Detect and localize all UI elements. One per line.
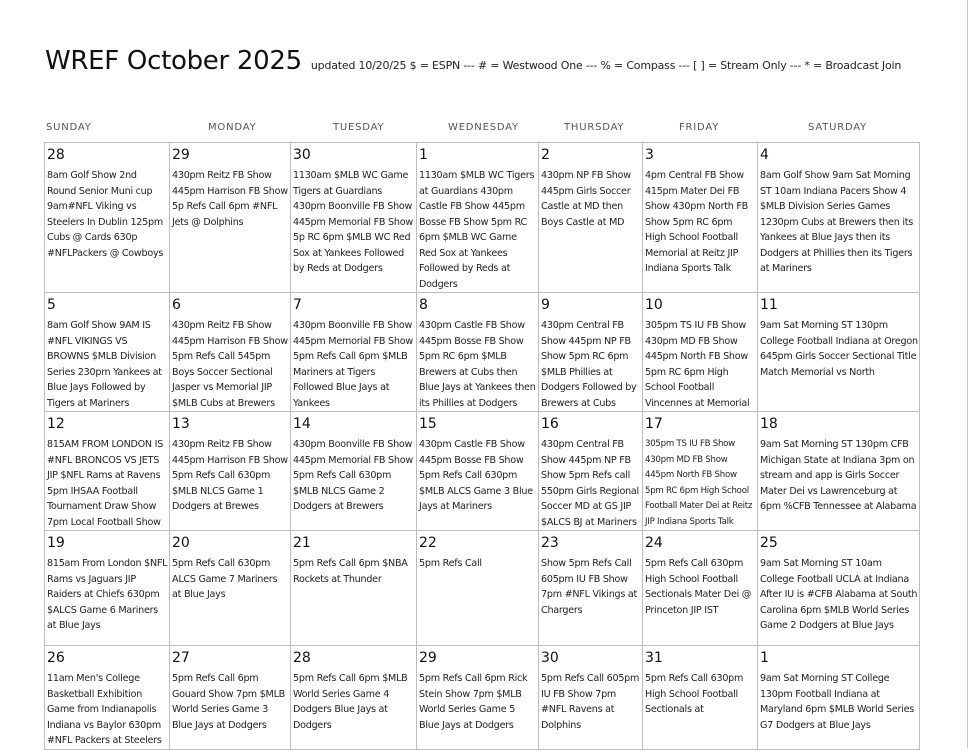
day-events: 430pm Boonville FB Show 445pm Memorial FB Show 5pm Refs Call 630pm $MLB NLCS Game 2 Dodgers at Brewers <box>293 439 413 512</box>
day-number: 17 <box>645 416 663 432</box>
day-cell <box>170 646 291 750</box>
day-events: 1130am $MLB WC Game Tigers at Guardians 430pm Boonville FB Show 445pm Memorial FB Show 5p RC 6pm $MLB WC Red Sox at Yankees Followed by Reds at Dodgers <box>293 170 413 274</box>
day-number: 10 <box>645 297 663 313</box>
day-events: 5pm Refs Call 605pm IU FB Show 7pm #NFL Ravens at Dolphins <box>541 673 640 731</box>
day-number: 3 <box>645 147 654 163</box>
day-number: 29 <box>172 147 190 163</box>
day-events: 430pm NP FB Show 445pm Girls Soccer Castle at MD then Boys Castle at MD <box>541 170 631 228</box>
day-cell <box>45 412 170 531</box>
day-cell <box>758 646 920 750</box>
day-number: 15 <box>419 416 437 432</box>
day-number: 26 <box>47 650 65 666</box>
day-number: 6 <box>172 297 181 313</box>
day-events: 9am Sat Morning ST 130pm CFB Michigan State at Indiana 3pm on stream and app is Girls Soccer Mater Dei vs Lawrenceburg at 6pm %CFB Tennessee at Alabama <box>760 439 917 512</box>
day-number: 28 <box>47 147 65 163</box>
weekday-sunday: SUNDAY <box>46 122 92 133</box>
weekday-monday: MONDAY <box>208 122 257 133</box>
day-events: 815am From London $NFL Rams vs Jaguars JIP Raiders at Chiefs 630pm $ALCS Game 6 Mariners at Blue Jays <box>47 558 168 631</box>
day-events: 430pm Castle FB Show 445pm Bosse FB Show 5pm Refs Call 630pm $MLB ALCS Game 3 Blue Jays at Mariners <box>419 439 533 512</box>
day-cell <box>758 143 920 293</box>
day-number: 8 <box>419 297 428 313</box>
day-number: 21 <box>293 535 311 551</box>
day-cell <box>539 143 643 293</box>
day-number: 23 <box>541 535 559 551</box>
day-cell <box>758 531 920 646</box>
calendar-grid <box>44 142 920 750</box>
day-events: 305pm TS IU FB Show 430pm MD FB Show 445pm North FB Show 5pm RC 6pm High School Football Mater Dei at Reitz JIP Indiana Sports Talk <box>645 439 753 527</box>
day-number: 24 <box>645 535 663 551</box>
network-legend: updated 10/20/25 $ = ESPN --- # = Westwood One --- % = Compass --- [ ] = Stream Only --- * = Broadcast Join <box>310 59 902 72</box>
weekday-thursday: THURSDAY <box>564 122 625 133</box>
day-cell <box>539 531 643 646</box>
day-cell <box>45 531 170 646</box>
day-cell <box>170 531 291 646</box>
day-events: 9am Sat Morning ST College 130pm Football Indiana at Maryland 6pm $MLB World Series G7 Dodgers at Blue Jays <box>760 673 915 731</box>
weekday-saturday: SATURDAY <box>808 122 868 133</box>
day-events: 11am Men's College Basketball Exhibition Game from Indianapolis Indiana vs Baylor 630pm #NFL Packers at Steelers <box>47 673 162 746</box>
day-events: 430pm Reitz FB Show 445pm Harrison FB Show 5p Refs Call 6pm #NFL Jets @ Dolphins <box>172 170 288 228</box>
day-cell <box>45 143 170 293</box>
weekday-tuesday: TUESDAY <box>333 122 385 133</box>
weekday-friday: FRIDAY <box>679 122 720 133</box>
day-number: 1 <box>419 147 428 163</box>
day-events: 4pm Central FB Show 415pm Mater Dei FB Show 430pm North FB Show 5pm RC 6pm High School Football Memorial at Reitz JIP Indiana Sports Talk <box>645 170 748 274</box>
day-cell <box>417 412 539 531</box>
calendar-week <box>45 412 920 531</box>
day-events: 430pm Castle FB Show 445pm Bosse FB Show 5pm RC 6pm $MLB Brewers at Cubs then Blue Jays at Yankees then its Phillies at Dodgers <box>419 320 536 409</box>
day-number: 2 <box>541 147 550 163</box>
day-number: 25 <box>760 535 778 551</box>
day-events: 430pm Central FB Show 445pm NP FB Show 5pm Refs call 550pm Girls Regional Soccer MD at GS JIP $ALCS BJ at Mariners <box>541 439 639 528</box>
day-number: 27 <box>172 650 190 666</box>
header <box>45 46 901 76</box>
day-number: 28 <box>293 650 311 666</box>
day-events: 430pm Boonville FB Show 445pm Memorial FB Show 5pm Refs Call 6pm $MLB Mariners at Tigers Followed Blue Jays at Yankees <box>293 320 413 409</box>
day-number: 7 <box>293 297 302 313</box>
day-events: 1130am $MLB WC Tigers at Guardians 430pm Castle FB Show 445pm Bosse FB Show 5pm RC 6pm $MLB WC Game Red Sox at Yankees Followed by Reds at Dodgers <box>419 170 535 290</box>
day-number: 29 <box>419 650 437 666</box>
day-events: 8am Golf Show 9AM IS #NFL VIKINGS VS BROWNS $MLB Division Series 230pm Yankees at Blue Jays Followed by Tigers at Mariners <box>47 320 162 409</box>
day-number: 30 <box>293 147 311 163</box>
page-title: WREF October 2025 <box>45 46 302 76</box>
day-events: 9am Sat Morning ST 10am College Football UCLA at Indiana After IU is #CFB Alabama at South Carolina 6pm $MLB World Series Game 2 Dodgers at Blue Jays <box>760 558 918 631</box>
day-number: 19 <box>47 535 65 551</box>
day-cell <box>417 293 539 412</box>
day-number: 4 <box>760 147 769 163</box>
day-cell <box>291 143 417 293</box>
day-cell <box>291 293 417 412</box>
calendar-week <box>45 646 920 750</box>
day-cell <box>539 646 643 750</box>
day-number: 18 <box>760 416 778 432</box>
day-cell <box>539 293 643 412</box>
day-number: 12 <box>47 416 65 432</box>
day-events: 430pm Reitz FB Show 445pm Harrison FB Show 5pm Refs Call 630pm $MLB NLCS Game 1 Dodgers at Brewes <box>172 439 288 512</box>
day-events: 305pm TS IU FB Show 430pm MD FB Show 445pm North FB Show 5pm RC 6pm High School Football Vincennes at Memorial <box>645 320 750 409</box>
day-cell <box>291 412 417 531</box>
day-number: 22 <box>419 535 437 551</box>
day-cell <box>417 143 539 293</box>
day-events: 8am Golf Show 9am Sat Morning ST 10am Indiana Pacers Show 4 $MLB Division Series Games 1230pm Cubs at Brewers then its Yankees at Blue Jays then its Dodgers at Phillies then its Tigers at Mariners <box>760 170 914 274</box>
day-events: 5pm Refs Call 630pm High School Football Sectionals Mater Dei @ Princeton JIP IST <box>645 558 752 616</box>
weekday-wednesday: WEDNESDAY <box>448 122 519 133</box>
day-cell <box>417 531 539 646</box>
day-number: 16 <box>541 416 559 432</box>
day-events: 5pm Refs Call <box>419 558 482 569</box>
day-number: 31 <box>645 650 663 666</box>
day-events: 815AM FROM LONDON IS #NFL BRONCOS VS JETS JIP $NFL Rams at Ravens 5pm IHSAA Football Tournament Draw Show 7pm Local Football Show <box>47 439 164 528</box>
day-events: 9am Sat Morning ST 130pm College Football Indiana at Oregon 645pm Girls Soccer Sectional Title Match Memorial vs North <box>760 320 918 378</box>
day-number: 5 <box>47 297 56 313</box>
calendar-week <box>45 293 920 412</box>
day-cell <box>758 293 920 412</box>
day-events: Show 5pm Refs Call 605pm IU FB Show 7pm #NFL Vikings at Chargers <box>541 558 638 616</box>
day-cell <box>758 412 920 531</box>
day-cell <box>643 293 758 412</box>
day-number: 9 <box>541 297 550 313</box>
day-cell <box>643 143 758 293</box>
day-cell <box>170 143 291 293</box>
day-number: 13 <box>172 416 190 432</box>
page-edge <box>967 0 968 748</box>
day-number: 1 <box>760 650 769 666</box>
day-cell <box>170 412 291 531</box>
day-cell <box>643 412 758 531</box>
calendar-week <box>45 531 920 646</box>
day-cell <box>45 646 170 750</box>
day-events: 5pm Refs Call 630pm ALCS Game 7 Mariners at Blue Jays <box>172 558 278 600</box>
day-events: 5pm Refs Call 6pm $MLB World Series Game 4 Dodgers Blue Jays at Dodgers <box>293 673 408 731</box>
day-events: 430pm Reitz FB Show 445pm Harrison FB Show 5pm Refs Call 545pm Boys Soccer Sectional Jasper vs Memorial JIP $MLB Cubs at Brewers <box>172 320 288 409</box>
day-number: 30 <box>541 650 559 666</box>
day-number: 14 <box>293 416 311 432</box>
day-events: 8am Golf Show 2nd Round Senior Muni cup 9am#NFL Viking vs Steelers In Dublin 125pm Cubs @ Cards 630p #NFLPackers @ Cowboys <box>47 170 164 259</box>
day-cell <box>643 531 758 646</box>
calendar-week <box>45 143 920 293</box>
day-cell <box>539 412 643 531</box>
day-number: 20 <box>172 535 190 551</box>
day-events: 430pm Central FB Show 445pm NP FB Show 5pm RC 6pm $MLB Phillies at Dodgers Followed by Brewers at Cubs <box>541 320 637 409</box>
day-cell <box>45 293 170 412</box>
day-cell <box>643 646 758 750</box>
day-cell <box>291 531 417 646</box>
day-events: 5pm Refs Call 6pm Gouard Show 7pm $MLB World Series Game 3 Blue Jays at Dodgers <box>172 673 286 731</box>
day-events: 5pm Refs Call 6pm Rick Stein Show 7pm $MLB World Series Game 5 Blue Jays at Dodgers <box>419 673 528 731</box>
day-events: 5pm Refs Call 630pm High School Football Sectionals at <box>645 673 744 715</box>
day-number: 11 <box>760 297 778 313</box>
day-cell <box>170 293 291 412</box>
day-events: 5pm Refs Call 6pm $NBA Rockets at Thunder <box>293 558 408 585</box>
day-cell <box>417 646 539 750</box>
day-cell <box>291 646 417 750</box>
